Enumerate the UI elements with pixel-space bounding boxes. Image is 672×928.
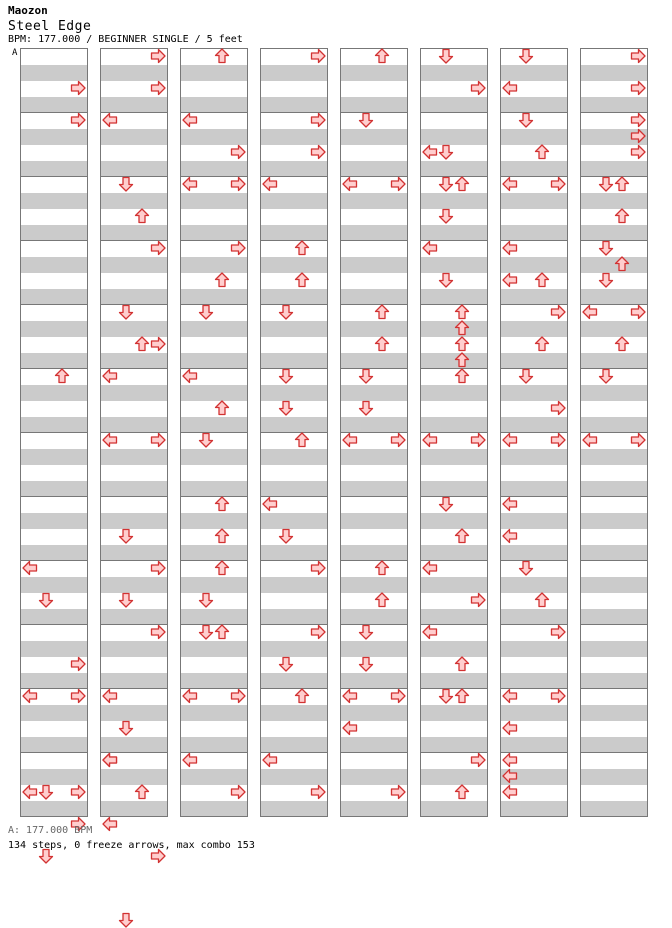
arrow-down-icon xyxy=(438,496,454,512)
arrow-down-icon xyxy=(278,656,294,672)
arrow-left-icon xyxy=(582,304,598,320)
arrow-right-icon xyxy=(390,432,406,448)
arrow-up-icon xyxy=(214,400,230,416)
arrow-down-icon xyxy=(118,176,134,192)
arrow-left-icon xyxy=(342,688,358,704)
arrow-up-icon xyxy=(294,272,310,288)
arrow-left-icon xyxy=(502,432,518,448)
arrow-right-icon xyxy=(630,80,646,96)
arrow-left-icon xyxy=(502,496,518,512)
arrow-down-icon xyxy=(198,432,214,448)
measure-box xyxy=(580,752,648,817)
arrow-right-icon xyxy=(630,128,646,144)
arrow-right-icon xyxy=(70,112,86,128)
arrow-right-icon xyxy=(630,48,646,64)
arrow-up-icon xyxy=(454,352,470,368)
arrow-up-icon xyxy=(454,688,470,704)
measure-box xyxy=(580,240,648,305)
arrow-down-icon xyxy=(278,400,294,416)
arrow-left-icon xyxy=(182,368,198,384)
arrow-down-icon xyxy=(598,272,614,288)
arrow-up-icon xyxy=(454,656,470,672)
chart-column-5 xyxy=(340,48,408,816)
arrow-left-icon xyxy=(22,688,38,704)
arrow-down-icon xyxy=(118,720,134,736)
arrow-up-icon xyxy=(214,624,230,640)
arrow-up-icon xyxy=(454,336,470,352)
arrow-up-icon xyxy=(614,208,630,224)
arrow-right-icon xyxy=(70,80,86,96)
arrow-up-icon xyxy=(454,304,470,320)
arrow-left-icon xyxy=(342,176,358,192)
arrow-up-icon xyxy=(374,48,390,64)
chart-column-2 xyxy=(100,48,168,816)
arrow-up-icon xyxy=(214,560,230,576)
arrow-right-icon xyxy=(230,240,246,256)
arrow-right-icon xyxy=(230,784,246,800)
arrow-left-icon xyxy=(102,816,118,832)
arrow-left-icon xyxy=(502,752,518,768)
arrow-up-icon xyxy=(614,176,630,192)
bpm-legend: A: 177.000 BPM xyxy=(8,825,93,836)
arrow-down-icon xyxy=(118,528,134,544)
arrow-down-icon xyxy=(118,304,134,320)
measure-box xyxy=(580,368,648,433)
arrow-up-icon xyxy=(534,272,550,288)
arrow-left-icon xyxy=(422,240,438,256)
arrow-left-icon xyxy=(502,768,518,784)
measure-box xyxy=(20,176,88,241)
chart-column-7 xyxy=(500,48,568,816)
chart-column-1 xyxy=(20,48,88,816)
arrow-up-icon xyxy=(374,336,390,352)
measure-box xyxy=(20,496,88,561)
arrow-up-icon xyxy=(534,592,550,608)
arrow-down-icon xyxy=(38,784,54,800)
arrow-right-icon xyxy=(70,656,86,672)
arrow-right-icon xyxy=(550,176,566,192)
arrow-down-icon xyxy=(518,112,534,128)
arrow-down-icon xyxy=(278,304,294,320)
arrow-up-icon xyxy=(454,528,470,544)
arrow-right-icon xyxy=(550,688,566,704)
arrow-left-icon xyxy=(22,784,38,800)
arrow-up-icon xyxy=(454,176,470,192)
measure-box xyxy=(20,240,88,305)
arrow-left-icon xyxy=(502,720,518,736)
arrow-left-icon xyxy=(22,560,38,576)
arrow-right-icon xyxy=(550,432,566,448)
arrow-right-icon xyxy=(470,592,486,608)
measure-box xyxy=(180,432,248,497)
arrow-right-icon xyxy=(150,432,166,448)
arrow-left-icon xyxy=(102,112,118,128)
arrow-up-icon xyxy=(374,560,390,576)
artist-name: Maozon xyxy=(8,4,48,17)
arrow-down-icon xyxy=(598,240,614,256)
arrow-up-icon xyxy=(214,496,230,512)
arrow-right-icon xyxy=(310,560,326,576)
arrow-right-icon xyxy=(230,144,246,160)
arrow-left-icon xyxy=(182,112,198,128)
measure-box xyxy=(580,496,648,561)
arrow-right-icon xyxy=(310,48,326,64)
arrow-right-icon xyxy=(390,784,406,800)
arrow-left-icon xyxy=(262,752,278,768)
arrow-up-icon xyxy=(614,336,630,352)
arrow-left-icon xyxy=(422,144,438,160)
chart-info: BPM: 177.000 / BEGINNER SINGLE / 5 feet xyxy=(8,34,243,45)
arrow-left-icon xyxy=(502,688,518,704)
arrow-down-icon xyxy=(518,560,534,576)
arrow-up-icon xyxy=(134,208,150,224)
arrow-right-icon xyxy=(150,80,166,96)
measure-box xyxy=(340,496,408,561)
arrow-left-icon xyxy=(102,368,118,384)
measure-box xyxy=(340,240,408,305)
measure-box xyxy=(340,112,408,177)
arrow-down-icon xyxy=(518,48,534,64)
arrow-left-icon xyxy=(502,240,518,256)
arrow-left-icon xyxy=(502,176,518,192)
arrow-right-icon xyxy=(310,144,326,160)
measure-box xyxy=(260,368,328,433)
arrow-right-icon xyxy=(310,784,326,800)
arrow-left-icon xyxy=(262,496,278,512)
arrow-up-icon xyxy=(294,432,310,448)
chart-column-4 xyxy=(260,48,328,816)
arrow-down-icon xyxy=(438,48,454,64)
arrow-right-icon xyxy=(550,400,566,416)
measure-box xyxy=(260,304,328,369)
arrow-left-icon xyxy=(502,528,518,544)
arrow-right-icon xyxy=(70,784,86,800)
arrow-down-icon xyxy=(118,912,134,928)
arrow-right-icon xyxy=(230,176,246,192)
measure-box xyxy=(100,496,168,561)
arrow-up-icon xyxy=(214,528,230,544)
chart-column-8 xyxy=(580,48,648,816)
arrow-right-icon xyxy=(310,624,326,640)
arrow-left-icon xyxy=(262,176,278,192)
arrow-right-icon xyxy=(550,304,566,320)
measure-box xyxy=(180,304,248,369)
measure-box xyxy=(340,624,408,689)
arrow-down-icon xyxy=(198,592,214,608)
arrow-down-icon xyxy=(358,400,374,416)
arrow-left-icon xyxy=(102,432,118,448)
arrow-right-icon xyxy=(470,80,486,96)
arrow-right-icon xyxy=(630,112,646,128)
bpm-marker: A xyxy=(12,48,18,58)
arrow-right-icon xyxy=(150,624,166,640)
arrow-left-icon xyxy=(582,432,598,448)
arrow-right-icon xyxy=(550,624,566,640)
arrow-right-icon xyxy=(150,240,166,256)
arrow-up-icon xyxy=(534,144,550,160)
arrow-down-icon xyxy=(38,592,54,608)
arrow-up-icon xyxy=(454,784,470,800)
arrow-up-icon xyxy=(214,272,230,288)
arrow-right-icon xyxy=(470,752,486,768)
arrow-up-icon xyxy=(374,304,390,320)
measure-box xyxy=(340,368,408,433)
song-title: Steel Edge xyxy=(8,19,92,34)
arrow-left-icon xyxy=(342,720,358,736)
arrow-down-icon xyxy=(598,176,614,192)
arrow-right-icon xyxy=(630,432,646,448)
arrow-up-icon xyxy=(134,784,150,800)
arrow-down-icon xyxy=(438,272,454,288)
arrow-up-icon xyxy=(214,48,230,64)
arrow-down-icon xyxy=(278,528,294,544)
arrow-up-icon xyxy=(294,240,310,256)
step-stats: 134 steps, 0 freeze arrows, max combo 153 xyxy=(8,840,255,851)
arrow-right-icon xyxy=(70,688,86,704)
arrow-left-icon xyxy=(422,624,438,640)
arrow-right-icon xyxy=(390,688,406,704)
arrow-down-icon xyxy=(598,368,614,384)
chart-column-6 xyxy=(420,48,488,816)
arrow-left-icon xyxy=(102,688,118,704)
arrow-down-icon xyxy=(438,176,454,192)
arrow-right-icon xyxy=(630,304,646,320)
arrow-left-icon xyxy=(102,752,118,768)
measure-box xyxy=(580,624,648,689)
arrow-down-icon xyxy=(358,624,374,640)
arrow-up-icon xyxy=(134,336,150,352)
arrow-down-icon xyxy=(438,144,454,160)
arrow-left-icon xyxy=(422,432,438,448)
measure-box xyxy=(20,432,88,497)
arrow-down-icon xyxy=(438,208,454,224)
arrow-right-icon xyxy=(150,560,166,576)
arrow-up-icon xyxy=(534,336,550,352)
measure-box xyxy=(20,304,88,369)
arrow-up-icon xyxy=(374,592,390,608)
arrow-right-icon xyxy=(390,176,406,192)
arrow-right-icon xyxy=(230,688,246,704)
arrow-up-icon xyxy=(454,368,470,384)
arrow-left-icon xyxy=(422,560,438,576)
arrow-left-icon xyxy=(182,688,198,704)
arrow-left-icon xyxy=(182,176,198,192)
arrow-left-icon xyxy=(182,752,198,768)
measure-box xyxy=(580,560,648,625)
arrow-down-icon xyxy=(198,624,214,640)
chart-column-3 xyxy=(180,48,248,816)
arrow-left-icon xyxy=(342,432,358,448)
arrow-right-icon xyxy=(150,336,166,352)
arrow-down-icon xyxy=(198,304,214,320)
arrow-down-icon xyxy=(358,112,374,128)
arrow-down-icon xyxy=(278,368,294,384)
arrow-right-icon xyxy=(150,48,166,64)
arrow-up-icon xyxy=(54,368,70,384)
arrow-down-icon xyxy=(358,368,374,384)
arrow-right-icon xyxy=(470,432,486,448)
arrow-right-icon xyxy=(630,144,646,160)
arrow-up-icon xyxy=(614,256,630,272)
arrow-right-icon xyxy=(310,112,326,128)
arrow-left-icon xyxy=(502,272,518,288)
arrow-down-icon xyxy=(118,592,134,608)
measure-box xyxy=(580,688,648,753)
arrow-down-icon xyxy=(438,688,454,704)
arrow-left-icon xyxy=(502,784,518,800)
arrow-down-icon xyxy=(358,656,374,672)
arrow-left-icon xyxy=(502,80,518,96)
arrow-up-icon xyxy=(294,688,310,704)
arrow-up-icon xyxy=(454,320,470,336)
arrow-down-icon xyxy=(518,368,534,384)
